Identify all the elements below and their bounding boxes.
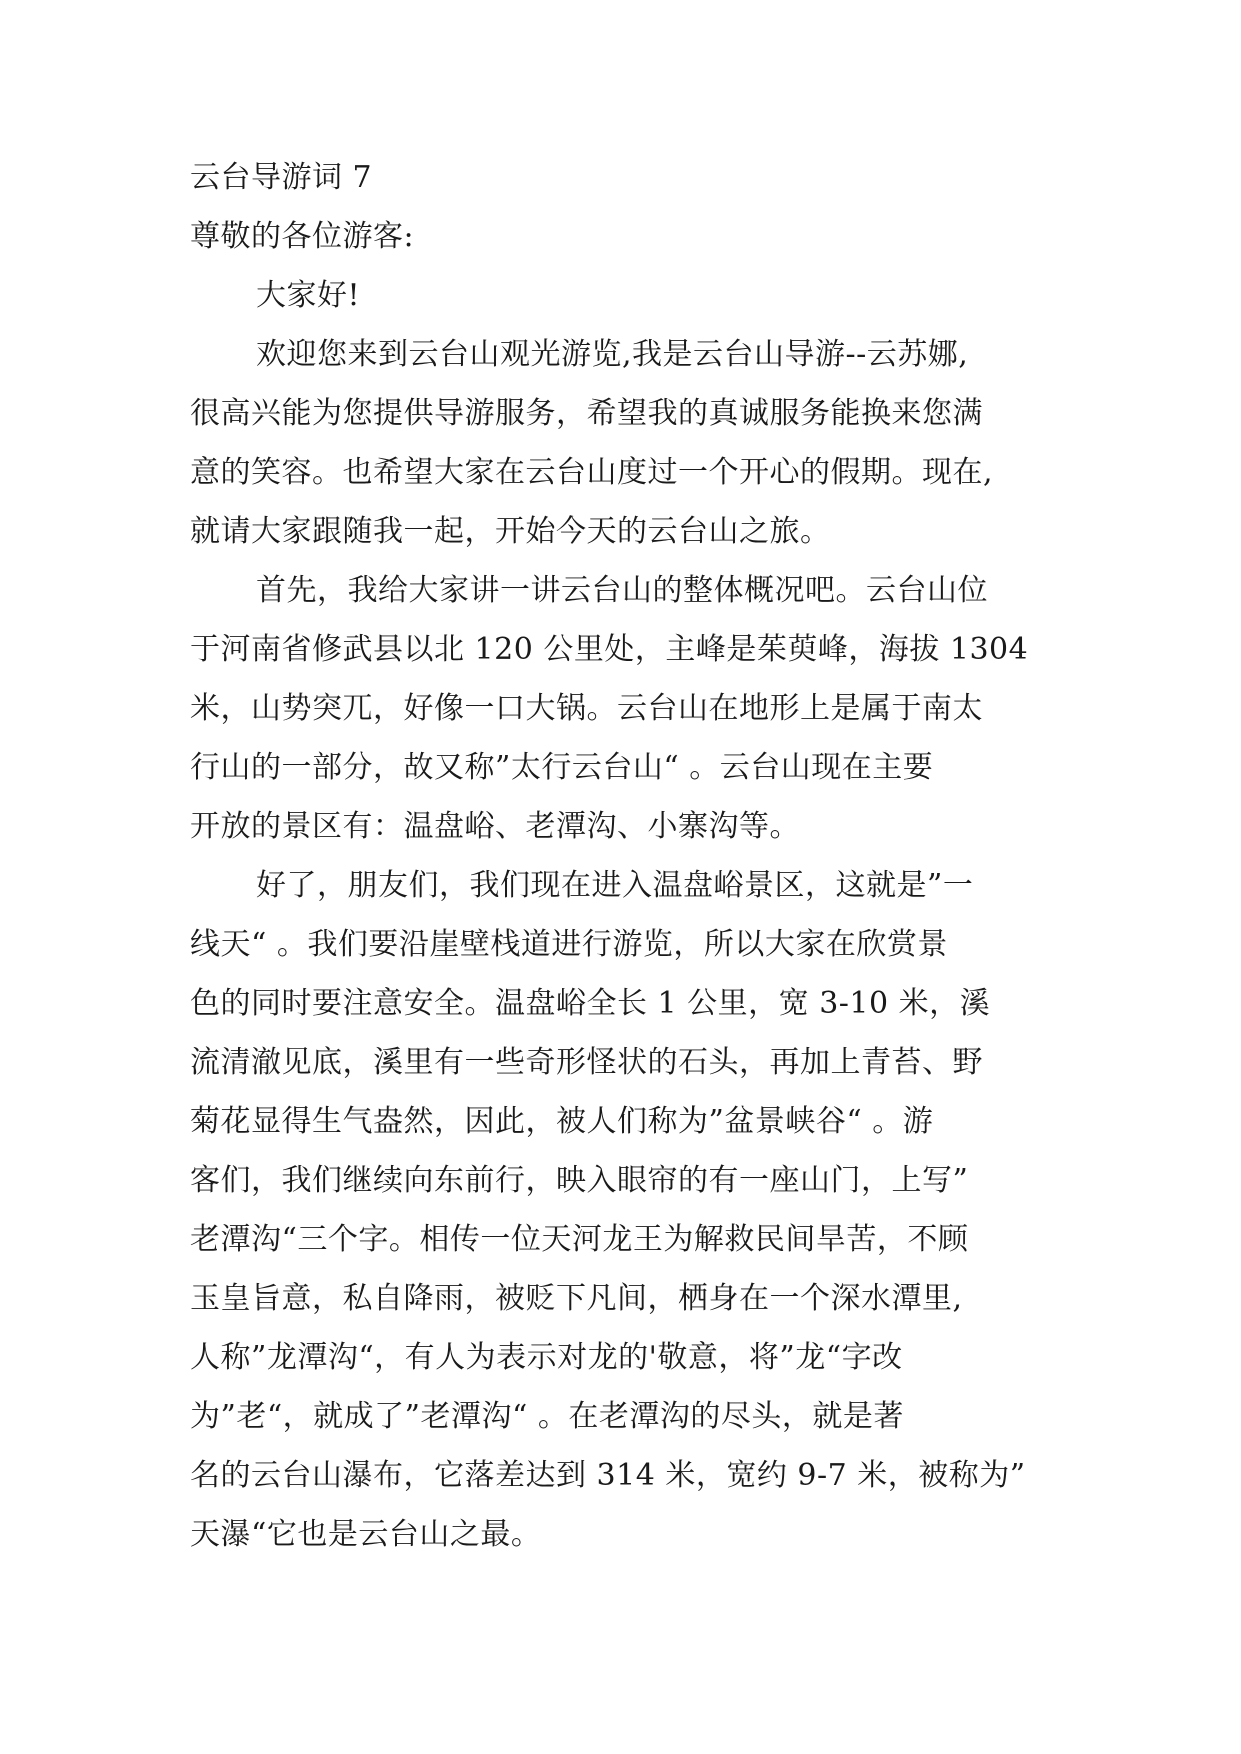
text-line: 米，山势突兀，好像一口大锅。云台山在地形上是属于南太 bbox=[190, 691, 983, 726]
text-line: 于河南省修武县以北 120 公里处，主峰是茱萸峰，海拔 1304 bbox=[190, 632, 1029, 667]
text-line: 客们，我们继续向东前行，映入眼帘的有一座山门，上写” bbox=[190, 1163, 969, 1198]
text-line: 好了，朋友们，我们现在进入温盘峪景区，这就是”一 bbox=[256, 868, 974, 903]
text-line: 开放的景区有：温盘峪、老潭沟、小寨沟等。 bbox=[190, 809, 800, 844]
document-title: 云台导游词 7 bbox=[190, 160, 373, 195]
text-line: 名的云台山瀑布，它落差达到 314 米，宽约 9-7 米，被称为” bbox=[190, 1458, 1026, 1493]
text-line: 为”老“，就成了”老潭沟“ 。在老潭沟的尽头，就是著 bbox=[190, 1399, 904, 1434]
text-line: 首先，我给大家讲一讲云台山的整体概况吧。云台山位 bbox=[256, 573, 988, 608]
text-line: 欢迎您来到云台山观光游览,我是云台山导游--云苏娜, bbox=[256, 337, 969, 372]
text-line: 色的同时要注意安全。温盘峪全长 1 公里，宽 3-10 米，溪 bbox=[190, 986, 991, 1021]
text-line: 人称”龙潭沟“，有人为表示对龙的'敬意，将”龙“字改 bbox=[190, 1340, 903, 1375]
text-line: 老潭沟“三个字。相传一位天河龙王为解救民间旱苦，不顾 bbox=[190, 1222, 969, 1257]
greeting: 大家好! bbox=[256, 278, 361, 313]
document-page bbox=[190, 148, 1050, 1564]
text-line: 菊花显得生气盎然，因此，被人们称为”盆景峡谷“ 。游 bbox=[190, 1104, 934, 1139]
text-line: 玉皇旨意，私自降雨，被贬下凡间，栖身在一个深水潭里, bbox=[190, 1281, 963, 1316]
text-line: 天瀑“它也是云台山之最。 bbox=[190, 1517, 542, 1552]
text-line: 行山的一部分，故又称”太行云台山“ 。云台山现在主要 bbox=[190, 750, 934, 785]
text-line: 就请大家跟随我一起，开始今天的云台山之旅。 bbox=[190, 514, 831, 549]
text-line: 很高兴能为您提供导游服务，希望我的真诚服务能换来您满 bbox=[190, 396, 983, 431]
text-line: 流清澈见底，溪里有一些奇形怪状的石头，再加上青苔、野 bbox=[190, 1045, 983, 1080]
text-line: 线天“ 。我们要沿崖壁栈道进行游览，所以大家在欣赏景 bbox=[190, 927, 948, 962]
text-line: 意的笑容。也希望大家在云台山度过一个开心的假期。现在, bbox=[190, 455, 994, 490]
salutation: 尊敬的各位游客: bbox=[190, 219, 415, 254]
